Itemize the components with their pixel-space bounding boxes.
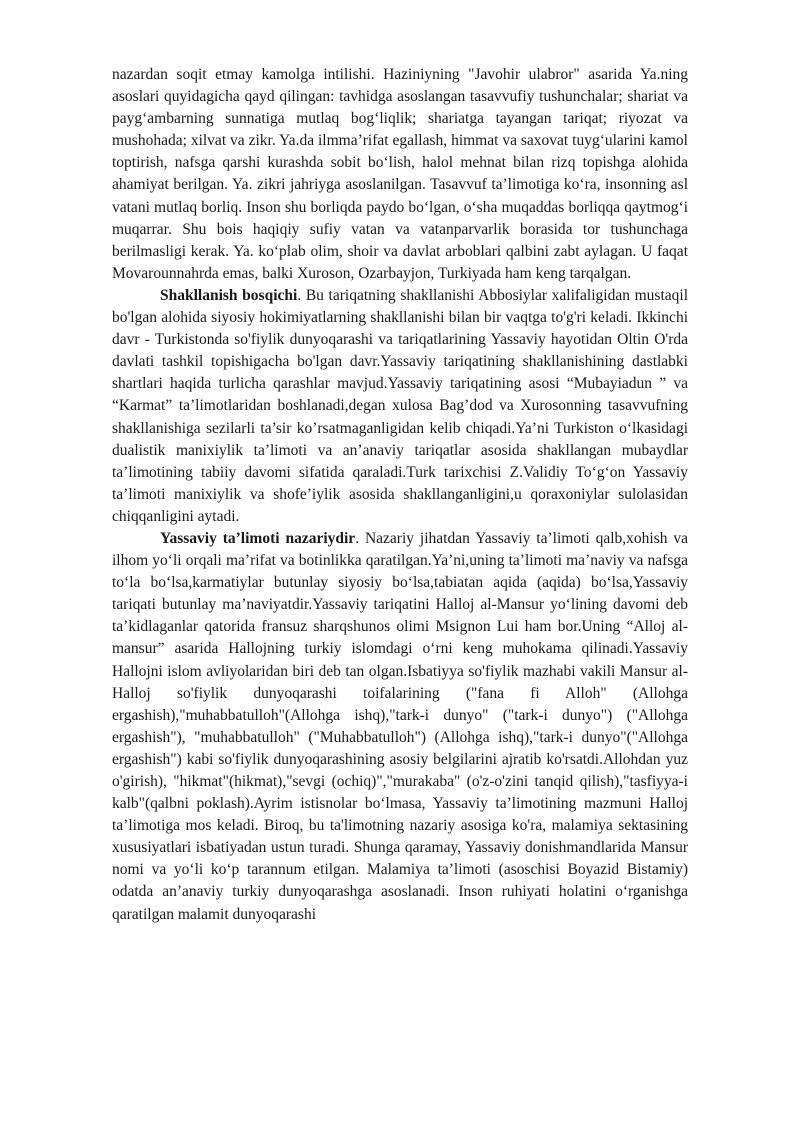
paragraph-yassaviy-talimoti	[112, 528, 688, 926]
paragraph-text: Bu tariqatning shakllanishi Abbosiylar xalifaligidan mustaqil bo'lgan alohida siyosiy hokimiyatlarning shakllanishi bilan bir vaqtga to'g'ri keladi. Ikkinchi davr - Turkistonda so'fiylik dunyoqarashi va tariqatlarining Yassaviy hayotidan Oltin O'rda davlati tashkil topishigacha bo'lgan davr.Yassaviy tariqatining shakllanishining dastlabki shartlari haqida turlicha qarashlar mavjud.Yassaviy tariqatining asosi “Mubayiadun ” va “Karmat” ta’limotlaridan boshlanadi,degan xulosa Bag’dod va Xurosonning tasavvufning shakllanishiga sezilarli ta’sir ko’rsatmaganligidan kelib chiqadi.Ya’ni Turkiston o‘lkasidagi dualistik manixiylik ta’limoti va an’anaviy tariqatlar asosida shakllangan mubaydlar ta’limotining tabiiy davomi sifatida qaraladi.Turk tarixchisi Z.Validiy To‘g‘on Yassaviy ta’limoti manixiylik va shofe’iylik asosida shakllanganligini,u qoraxoniylar sulolasidan chiqqanligini aytadi.	[112, 286, 688, 525]
section-heading-shakllanish: Shakllanish bosqichi	[160, 286, 298, 304]
paragraph-text: nazardan soqit etmay kamolga intilishi. Haziniyning "Javohir ulabror" asarida Ya.ning asoslari quyidagicha qayd qilingan: tavhidga asoslangan tasavvufiy tushunchalar; shariat va payg‘ambarning sunnatiga mutlaq bog‘liqlik; shariatga tayangan tariqat; riyozat va mushohada; xilvat va zikr. Ya.da ilmma’rifat egallash, himmat va saxovat tuyg‘ularini kamol toptirish, nafsga qarshi kurashda sobit bo‘lish, halol mehnat bilan rizq topishga alohida ahamiyat berilgan. Ya. zikri jahriyga asoslanilgan. Tasavvuf ta’limotiga ko‘ra, insonning asl vatani mutlaq borliq. Inson shu borliqda paydo bo‘lgan, o‘sha muqaddas borliqqa qaytmog‘i muqarrar. Shu bois haqiqiy sufiy vatan va vatanparvarlik borasida tor tushunchaga berilmasligi kerak. Ya. ko‘plab olim, shoir va davlat arboblari qalbini zabt aylagan. U faqat Movarounnahrda emas, balki Xuroson, Ozarbayjon, Turkiyada ham keng tarqalgan.	[112, 66, 688, 282]
paragraph-continuation	[112, 64, 688, 285]
paragraph-shakllanish-bosqichi	[112, 285, 688, 528]
paragraph-text: Nazariy jihatdan Yassaviy ta’limoti qalb,xohish va ilhom yo‘li orqali ma’rifat va botinlikka qaratilgan.Ya’ni,uning ta’limoti ma’naviy va nafsga to‘la bo‘lsa,karmatiylar butunlay siyosiy bo‘lsa,tabiatan aqida (aqida) bo‘lsa,Yassaviy tariqati butunlay ma’naviyatdir.Yassaviy tariqatini Halloj al-Mansur yo‘lining davomi deb ta’kidlaganlar qatorida fransuz sharqshunos olimi Msignon Lui ham bor.Uning “Alloj al-mansur” asarida Hallojning turkiy islomdagi o‘rni keng muhokama qilinadi.Yassaviy Hallojni islom avliyolaridan biri deb tan olgan.Isbatiyya so'fiylik mazhabi vakili Mansur al- Halloj so'fiylik dunyoqarashi toifalarining ("fana fi Alloh" (Allohga ergashish),"muhabbatulloh"(Allohga ishq),"tark-i dunyo" ("tark-i dunyo") ("Allohga ergashish"), "muhabbatulloh" ("Muhabbatulloh") (Allohga ishq),"tark-i dunyo"("Allohga ergashish") kabi so'fiylik dunyoqarashining asosiy belgilarini ajratib ko'rsatdi.Allohdan yuz o'girish), "hikmat"(hikmat),"sevgi (ochiq)","murakaba" (o'z-o'zini tanqid qilish),"tasfiyya-i kalb"(qalbni poklash).Ayrim istisnolar bo‘lmasa, Yassaviy ta’limotining mazmuni Halloj ta’limotiga mos keladi. Biroq, bu ta'limotning nazariy asosiga ko'ra, malamiya sektasining xususiyatlari isbatiyadan ustun turadi. Shunga qaramay, Yassaviy donishmandlarida Mansur nomi va yo‘li ko‘p tarannum etilgan. Malamiya ta’limoti (asoschisi Boyazid Bistamiy) odatda an’anaviy turkiy dunyoqarashga asoslanadi. Inson ruhiyati holatini o‘rganishga qaratilgan malamit dunyoqarashi	[112, 529, 688, 923]
section-heading-yassaviy: Yassaviy ta’limoti nazariydir	[160, 529, 356, 547]
heading-punctuation: .	[297, 286, 302, 304]
heading-punctuation: .	[355, 529, 360, 547]
document-page	[112, 64, 688, 926]
